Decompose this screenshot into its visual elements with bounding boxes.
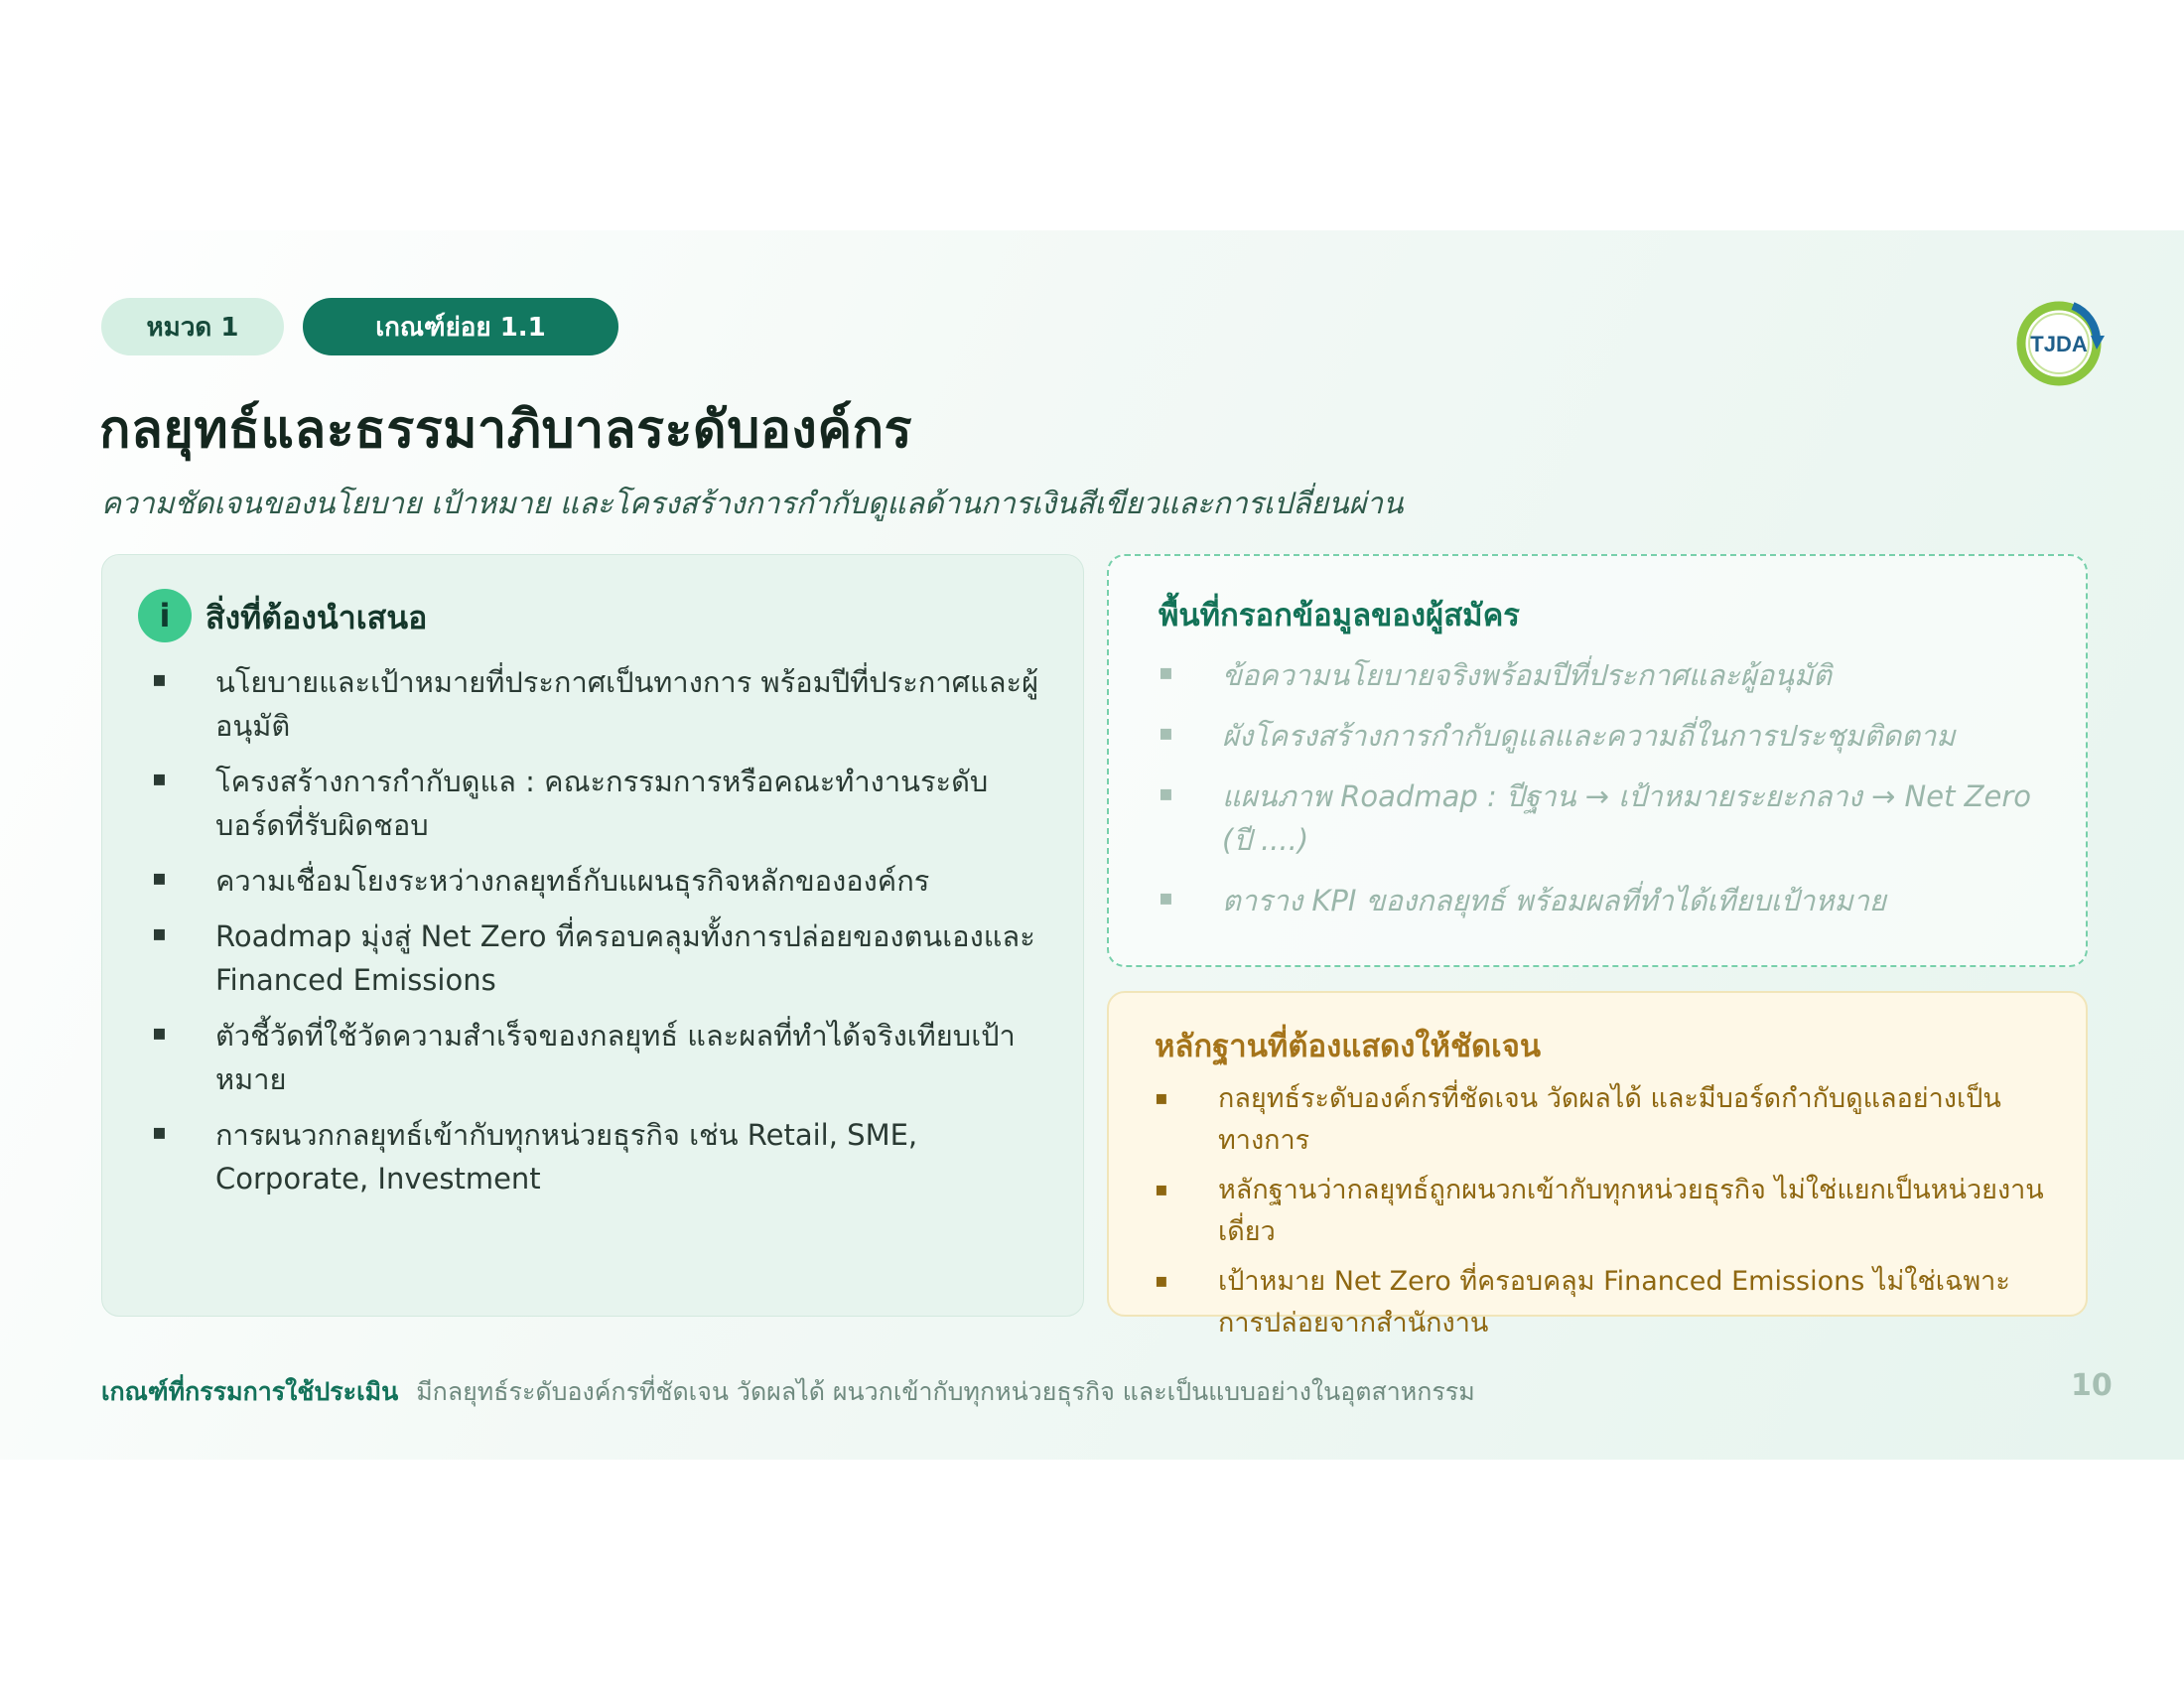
list-item: ▪ โครงสร้างการกำกับดูแล : คณะกรรมการหรือคณะทำงานระดับบอร์ดที่รับผิดชอบ: [152, 760, 1055, 847]
list-item: ▪ ตัวชี้วัดที่ใช้วัดความสำเร็จของกลยุทธ์ และผลที่ทำได้จริงเทียบเป้าหมาย: [152, 1014, 1055, 1101]
tjda-award-logo: [2011, 292, 2111, 391]
logo-text: TJDA: [2030, 332, 2088, 356]
bullet-icon: ▪: [152, 921, 167, 946]
bullet-icon: ▪: [152, 1120, 167, 1145]
bullet-icon: ▪: [1155, 1177, 1168, 1200]
present-heading: สิ่งที่ต้องนำเสนอ: [205, 599, 428, 636]
bullet-icon: ▪: [1159, 721, 1173, 746]
placeholder-item: ▪ ตาราง KPI ของกลยุทธ์ พร้อมผลที่ทำได้เทียบเป้าหมาย: [1159, 879, 2032, 922]
footer: [101, 1372, 1475, 1412]
evidence-list: [1155, 1078, 2048, 1352]
bullet-icon: ▪: [152, 866, 167, 891]
page-number: 10: [2071, 1368, 2113, 1403]
list-item: ▪ ความเชื่อมโยงระหว่างกลยุทธ์กับแผนธุรกิจหลักขององค์กร: [152, 859, 1055, 903]
applicant-placeholder-list: [1159, 653, 2032, 939]
placeholder-item: ▪ แผนภาพ Roadmap : ปีฐาน → เป้าหมายระยะกลาง → Net Zero (ปี ....): [1159, 774, 2032, 862]
footer-text: มีกลยุทธ์ระดับองค์กรที่ชัดเจน วัดผลได้ ผนวกเข้ากับทุกหน่วยธุรกิจ และเป็นแบบอย่างในอุตสาหกรรม: [416, 1377, 1475, 1406]
evidence-card: [1107, 991, 2088, 1338]
bullet-icon: ▪: [1155, 1268, 1168, 1292]
bullet-icon: ▪: [152, 767, 167, 791]
page-subtitle: ความชัดเจนของนโยบาย เป้าหมาย และโครงสร้างการกำกับดูแลด้านการเงินสีเขียวและการเปลี่ยนผ่าน: [101, 487, 1404, 521]
placeholder-item: ▪ ข้อความนโยบายจริงพร้อมปีที่ประกาศและผู้อนุมัติ: [1159, 653, 2032, 697]
bullet-icon: ▪: [152, 1021, 167, 1046]
list-item: ▪ หลักฐานว่ากลยุทธ์ถูกผนวกเข้ากับทุกหน่วยธุรกิจ ไม่ใช่แยกเป็นหน่วยงานเดี่ยว: [1155, 1170, 2048, 1253]
bullet-icon: ▪: [1159, 781, 1173, 806]
present-card: [101, 554, 1084, 1317]
applicant-fill-area[interactable]: [1107, 554, 2088, 967]
bullet-icon: ▪: [1159, 660, 1173, 685]
list-item: ▪ เป้าหมาย Net Zero ที่ครอบคลุม Financed Emissions ไม่ใช่เฉพาะการปล่อยจากสำนักงาน: [1155, 1261, 2048, 1344]
present-list: [152, 660, 1055, 1212]
evidence-heading: หลักฐานที่ต้องแสดงให้ชัดเจน: [1155, 1029, 1542, 1064]
page-title: กลยุทธ์และธรรมาภิบาลระดับองค์กร: [99, 400, 913, 460]
list-item: ▪ การผนวกกลยุทธ์เข้ากับทุกหน่วยธุรกิจ เช่น Retail, SME, Corporate, Investment: [152, 1113, 1055, 1200]
applicant-heading: พื้นที่กรอกข้อมูลของผู้สมัคร: [1159, 598, 1520, 633]
info-icon: i: [138, 589, 192, 642]
bullet-icon: ▪: [152, 667, 167, 692]
list-item: ▪ นโยบายและเป้าหมายที่ประกาศเป็นทางการ พร้อมปีที่ประกาศและผู้อนุมัติ: [152, 660, 1055, 748]
slide: [0, 230, 2184, 1460]
list-item: ▪ Roadmap มุ่งสู่ Net Zero ที่ครอบคลุมทั้งการปล่อยของตนเองและ Financed Emissions: [152, 914, 1055, 1002]
bullet-icon: ▪: [1159, 886, 1173, 911]
category-tag: หมวด 1: [101, 298, 284, 355]
footer-label: เกณฑ์ที่กรรมการใช้ประเมิน: [101, 1377, 399, 1406]
placeholder-item: ▪ ผังโครงสร้างการกำกับดูแลและความถี่ในการประชุมติดตาม: [1159, 714, 2032, 758]
sub-criteria-tag: เกณฑ์ย่อย 1.1: [303, 298, 618, 355]
list-item: ▪ กลยุทธ์ระดับองค์กรที่ชัดเจน วัดผลได้ และมีบอร์ดกำกับดูแลอย่างเป็นทางการ: [1155, 1078, 2048, 1162]
bullet-icon: ▪: [1155, 1085, 1168, 1109]
